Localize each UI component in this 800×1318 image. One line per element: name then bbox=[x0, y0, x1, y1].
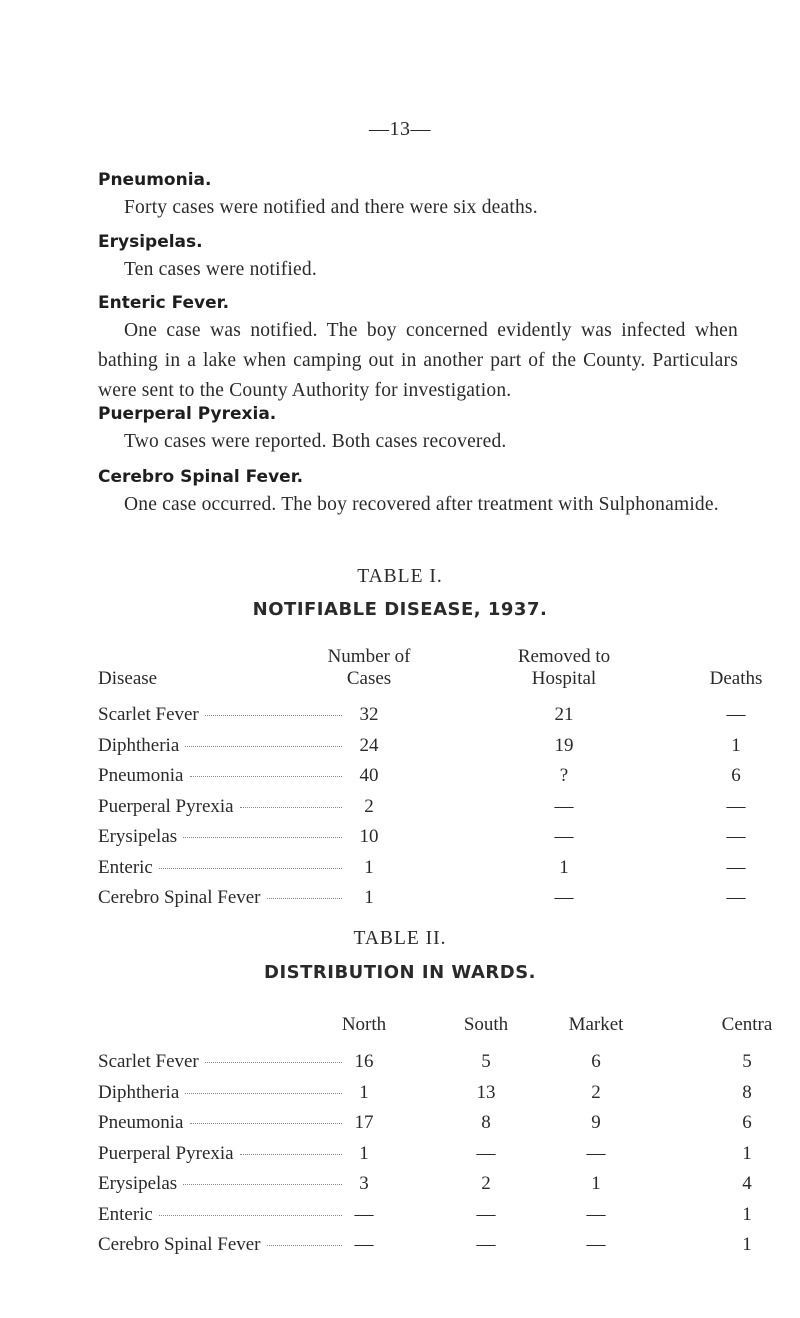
table-cell-south: 2 bbox=[481, 1173, 491, 1194]
table-row-label bbox=[98, 857, 342, 879]
section-pneumonia bbox=[98, 167, 738, 223]
table1-header-deaths: Deaths bbox=[709, 668, 763, 689]
section-enteric-fever bbox=[98, 290, 738, 406]
leader-dots bbox=[183, 837, 342, 838]
table-cell-south: 13 bbox=[476, 1081, 496, 1103]
table-cell-south: 5 bbox=[481, 1051, 491, 1072]
table-cell-market: 1 bbox=[591, 1173, 601, 1194]
table-cell-central: 5 bbox=[742, 1051, 752, 1072]
table-cell-market: 9 bbox=[591, 1112, 601, 1133]
table-cell-market: 6 bbox=[591, 1051, 601, 1072]
section-heading: Erysipelas. bbox=[98, 232, 203, 252]
row-disease-name: Pneumonia bbox=[98, 765, 184, 786]
row-disease-name: Pneumonia bbox=[98, 1112, 184, 1133]
table2 bbox=[98, 1014, 798, 1274]
table-row-label bbox=[98, 1173, 342, 1195]
table-row-label bbox=[98, 796, 342, 818]
table-cell-hospital: 21 bbox=[554, 704, 574, 725]
leader-dots bbox=[185, 1093, 342, 1094]
table-cell-cases: 10 bbox=[359, 826, 379, 847]
table-cell-north: 16 bbox=[354, 1051, 374, 1072]
table2-header-market: Market bbox=[568, 1014, 624, 1035]
table-cell-market: 2 bbox=[591, 1081, 601, 1103]
table-cell-cases: 2 bbox=[364, 795, 374, 817]
section-text: Forty cases were notified and there were six deaths. bbox=[124, 197, 538, 218]
table-cell-south: — bbox=[476, 1203, 496, 1225]
table-cell-deaths: — bbox=[726, 856, 746, 878]
table-row-label bbox=[98, 1082, 342, 1104]
table-cell-cases: 24 bbox=[359, 734, 379, 756]
table-cell-south: — bbox=[476, 1142, 496, 1164]
table2-header-north: North bbox=[341, 1014, 387, 1035]
section-puerperal-pyrexia bbox=[98, 401, 738, 457]
table-cell-cases: 1 bbox=[364, 856, 374, 878]
table-cell-deaths: — bbox=[726, 887, 746, 908]
table-cell-central: 6 bbox=[742, 1112, 752, 1133]
table2-title: TABLE II. bbox=[353, 928, 447, 949]
table-cell-hospital: — bbox=[554, 887, 574, 908]
row-disease-name: Scarlet Fever bbox=[98, 704, 199, 725]
section-text: One case occurred. The boy recovered after treatment with Sulphonamide. bbox=[124, 494, 719, 515]
table-row-label bbox=[98, 704, 342, 726]
table1-subtitle: NOTIFIABLE DISEASE, 1937. bbox=[252, 599, 548, 620]
table-row-label bbox=[98, 1204, 342, 1226]
section-text: One case was notified. The boy concerned evidently was infected when bathing in a lake when camping out in another part of the County. Particulars were sent to the County Authority for investigation. bbox=[98, 320, 738, 401]
row-disease-name: Diphtheria bbox=[98, 734, 180, 756]
table-cell-central: 1 bbox=[742, 1234, 752, 1255]
section-heading: Puerperal Pyrexia. bbox=[98, 404, 277, 424]
table-cell-deaths: — bbox=[726, 826, 746, 847]
table-cell-cases: 40 bbox=[359, 765, 379, 786]
row-disease-name: Diphtheria bbox=[98, 1081, 180, 1103]
row-disease-name: Puerperal Pyrexia bbox=[98, 795, 234, 817]
table-cell-market: — bbox=[586, 1234, 606, 1255]
table1-header-disease: Disease bbox=[98, 668, 158, 689]
leader-dots bbox=[190, 1123, 343, 1124]
leader-dots bbox=[267, 898, 342, 899]
section-cerebro-spinal-fever bbox=[98, 464, 738, 520]
table-cell-hospital: — bbox=[554, 826, 574, 847]
table1 bbox=[98, 646, 798, 906]
table1-header-cases-2: Cases bbox=[346, 668, 392, 689]
section-heading: Enteric Fever. bbox=[98, 293, 230, 313]
section-heading: Pneumonia. bbox=[98, 170, 212, 190]
leader-dots bbox=[183, 1184, 342, 1185]
table1-header-hospital-1: Removed to bbox=[517, 646, 611, 667]
table-cell-deaths: — bbox=[726, 704, 746, 725]
row-disease-name: Erysipelas bbox=[98, 1173, 178, 1194]
section-text: Two cases were reported. Both cases recovered. bbox=[124, 431, 507, 452]
table2-header-south: South bbox=[463, 1014, 509, 1035]
table1-header-cases-1: Number of bbox=[327, 646, 411, 667]
table-row-label bbox=[98, 1051, 342, 1073]
leader-dots bbox=[240, 807, 342, 808]
table2-subtitle: DISTRIBUTION IN WARDS. bbox=[264, 962, 536, 983]
table-cell-deaths: — bbox=[726, 795, 746, 817]
table-row-label bbox=[98, 887, 342, 909]
table-cell-north: 17 bbox=[354, 1112, 374, 1133]
table1-title: TABLE I. bbox=[357, 566, 443, 587]
table-cell-market: — bbox=[586, 1142, 606, 1164]
table1-header-hospital-2: Hospital bbox=[531, 668, 597, 689]
leader-dots bbox=[190, 776, 343, 777]
table-cell-central: 8 bbox=[742, 1081, 752, 1103]
leader-dots bbox=[205, 1062, 342, 1063]
table-cell-south: 8 bbox=[481, 1112, 491, 1133]
table-cell-central: 1 bbox=[742, 1142, 752, 1164]
table-row-label bbox=[98, 735, 342, 757]
table-cell-north: 3 bbox=[359, 1173, 369, 1194]
row-disease-name: Cerebro Spinal Fever bbox=[98, 887, 261, 908]
table-row-label bbox=[98, 1112, 342, 1134]
table-cell-market: — bbox=[586, 1203, 606, 1225]
table-cell-cases: 32 bbox=[359, 704, 379, 725]
leader-dots bbox=[267, 1245, 342, 1246]
table2-header-central: Centra bbox=[721, 1014, 773, 1035]
table-cell-north: 1 bbox=[359, 1081, 369, 1103]
leader-dots bbox=[185, 746, 342, 747]
row-disease-name: Erysipelas bbox=[98, 826, 178, 847]
table-cell-hospital: 19 bbox=[554, 734, 574, 756]
row-disease-name: Scarlet Fever bbox=[98, 1051, 199, 1072]
row-disease-name: Cerebro Spinal Fever bbox=[98, 1234, 261, 1255]
row-disease-name: Enteric bbox=[98, 856, 153, 878]
table-cell-deaths: 1 bbox=[731, 734, 741, 756]
leader-dots bbox=[159, 1215, 342, 1216]
table-cell-north: 1 bbox=[359, 1142, 369, 1164]
page-number: —13— bbox=[369, 118, 431, 140]
section-text: Ten cases were notified. bbox=[124, 259, 317, 280]
table-cell-south: — bbox=[476, 1234, 496, 1255]
leader-dots bbox=[240, 1154, 342, 1155]
section-erysipelas bbox=[98, 229, 738, 285]
leader-dots bbox=[205, 715, 342, 716]
table-cell-central: 4 bbox=[742, 1173, 752, 1194]
table-row-label bbox=[98, 826, 342, 848]
table-row-label bbox=[98, 1234, 342, 1256]
table-cell-hospital: 1 bbox=[559, 856, 569, 878]
table-row-label bbox=[98, 765, 342, 787]
table-cell-hospital: — bbox=[554, 795, 574, 817]
leader-dots bbox=[159, 868, 342, 869]
row-disease-name: Enteric bbox=[98, 1203, 153, 1225]
table-cell-north: — bbox=[354, 1234, 374, 1255]
table-cell-north: — bbox=[354, 1203, 374, 1225]
table-cell-central: 1 bbox=[742, 1203, 752, 1225]
table-cell-deaths: 6 bbox=[731, 765, 741, 786]
table-cell-cases: 1 bbox=[364, 887, 374, 908]
row-disease-name: Puerperal Pyrexia bbox=[98, 1142, 234, 1164]
section-heading: Cerebro Spinal Fever. bbox=[98, 467, 304, 487]
table-cell-hospital: ? bbox=[559, 765, 569, 786]
table-row-label bbox=[98, 1143, 342, 1165]
